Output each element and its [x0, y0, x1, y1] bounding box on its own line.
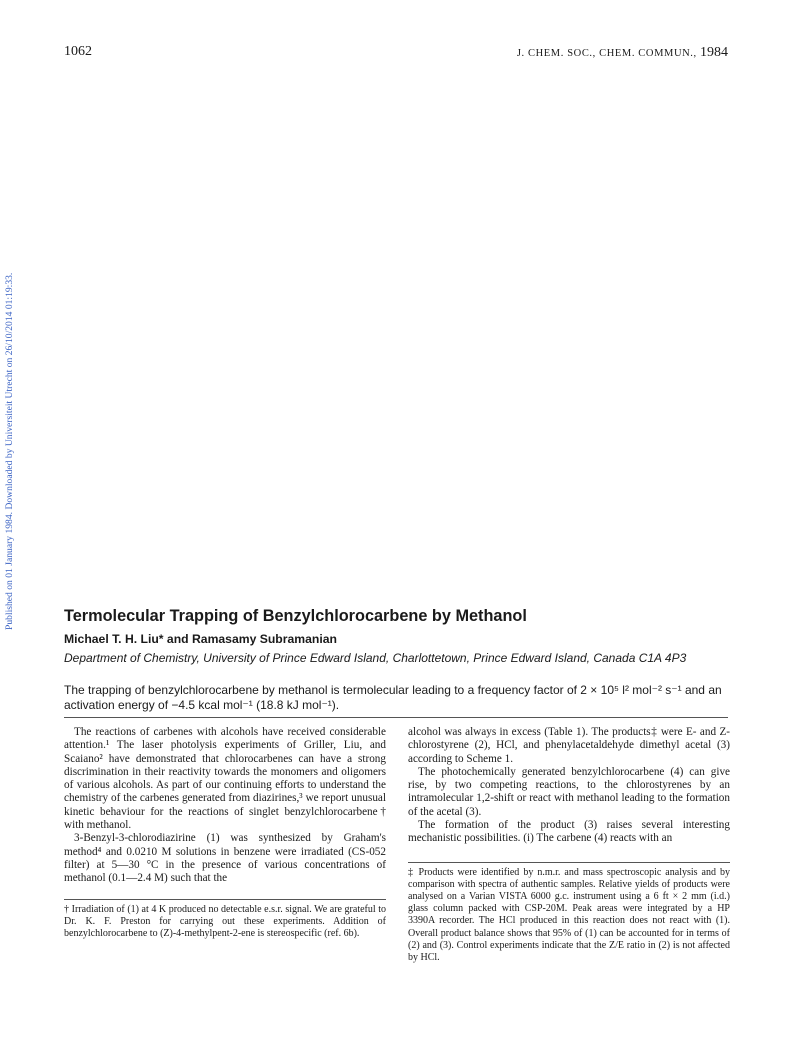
running-head: [517, 45, 728, 61]
journal-year: 1984: [700, 45, 728, 60]
footnote-divider: [64, 899, 386, 900]
body-paragraph: The reactions of carbenes with alcohols have received considerable attention.¹ The laser photolysis experiments of Griller, Liu, and Scaiano² have demonstrated that chlorocarbenes can have a strong discrimination in their reactivity towards the monomers and oligomers of various alcohols. As part of our continuing efforts to understand the chemistry of the carbenes generated from diazirines,³ we report unusual kinetic behaviour for the reactions of singlet benzylchlorocarbene† with methanol.: [64, 726, 386, 832]
right-column: [408, 726, 730, 964]
article-abstract: The trapping of benzylchlorocarbene by methanol is termolecular leading to a frequency factor of 2 × 10⁵ l² mol⁻² s⁻¹ and an activation energy of −4.5 kcal mol⁻¹ (18.8 kJ mol⁻¹).: [64, 683, 722, 712]
page-number: 1062: [64, 44, 92, 59]
footnote: † Irradiation of (1) at 4 K produced no detectable e.s.r. signal. We are grateful to Dr. K. F. Preston for carrying out these experiments. Addition of benzylchlorocarbene to (Z)-4-methylpent-2-ene is stereospecific (ref. 6b).: [64, 903, 386, 939]
footnote-divider: [408, 862, 730, 863]
body-paragraph: alcohol was always in excess (Table 1). The products‡ were E- and Z-chlorostyrene (2), HCl, and phenylacetaldehyde dimethyl acetal (3) according to Scheme 1.: [408, 726, 730, 765]
article-affiliation: Department of Chemistry, University of Prince Edward Island, Charlottetown, Prince Edward Island, Canada C1A 4P3: [64, 651, 687, 665]
body-paragraph: The formation of the product (3) raises several interesting mechanistic possibilities. (i) The carbene (4) reacts with an: [408, 819, 730, 845]
left-column: [64, 726, 386, 940]
article-authors: Michael T. H. Liu* and Ramasamy Subramanian: [64, 632, 337, 646]
body-paragraph: The photochemically generated benzylchlorocarbene (4) can give rise, by two competing reactions, to the chlorostyrenes by an intramolecular 1,2-shift or react with methanol leading to the formation of the acetal (3).: [408, 765, 730, 818]
footnote: ‡ Products were identified by n.m.r. and mass spectroscopic analysis and by comparison with spectra of authentic samples. Relative yields of products were analysed on a Varian VISTA 6000 g.c. instrument using a 6 ft × 2 mm (i.d.) glass column packed with CSP-20M. Peak areas were integrated by a HP 3390A recorder. The HCl produced in this reaction does not react with (1). Overall product balance shows that 95% of (1) can be accounted for in terms of (2) and (3). Control experiments indicate that the Z/E ratio in (2) is not affected by HCl.: [408, 866, 730, 964]
download-watermark[interactable]: Published on 01 January 1984. Downloaded by Universiteit Utrecht on 26/10/2014 01:19:33.: [4, 272, 15, 630]
abstract-divider: [64, 717, 728, 718]
article-title: Termolecular Trapping of Benzylchlorocarbene by Methanol: [64, 607, 527, 625]
journal-name: J. CHEM. SOC., CHEM. COMMUN.,: [516, 48, 697, 59]
body-paragraph: 3-Benzyl-3-chlorodiazirine (1) was synthesized by Graham's method⁴ and 0.0210 M solutions in benzene were irradiated (CS-052 filter) at 5—30 °C in the presence of various concentrations of methanol (0.1—2.4 M) such that the: [64, 832, 386, 885]
